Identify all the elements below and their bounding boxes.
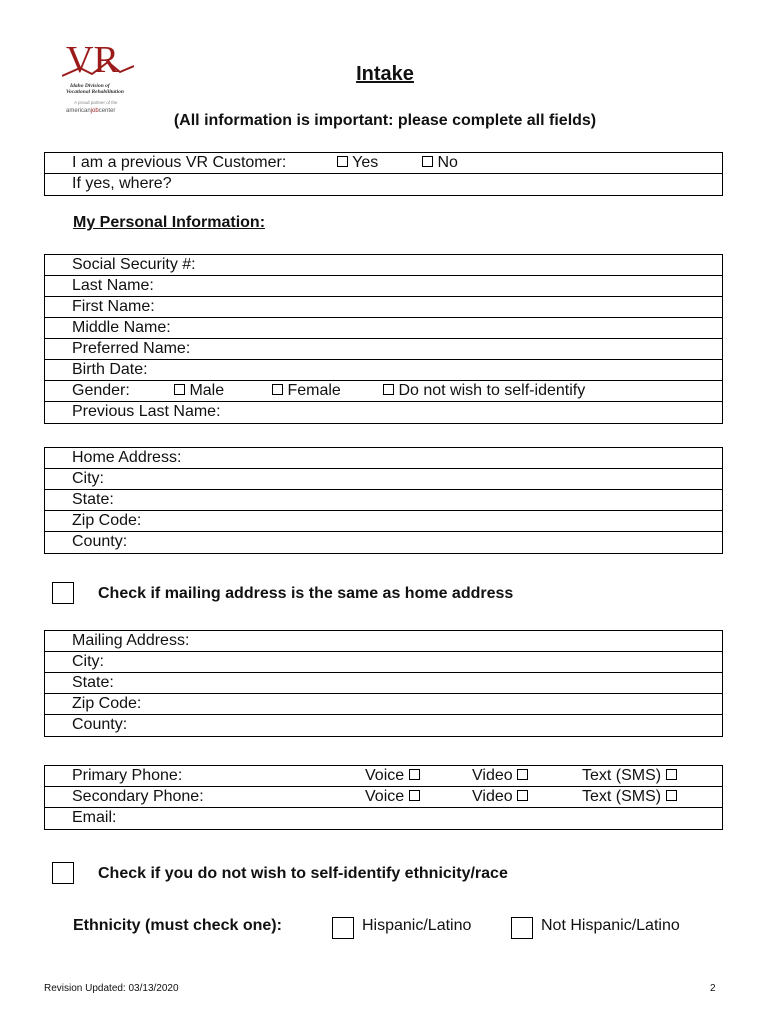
hispanic-label: Hispanic/Latino xyxy=(362,917,472,934)
primary-text-checkbox[interactable] xyxy=(666,769,677,780)
home-zip-field[interactable]: Zip Code: xyxy=(45,511,722,532)
last-name-field[interactable]: Last Name: xyxy=(45,276,722,297)
gender-female-option[interactable] xyxy=(272,381,341,401)
secondary-video-label: Video xyxy=(472,788,513,805)
not-hispanic-label: Not Hispanic/Latino xyxy=(541,917,680,934)
secondary-video-option[interactable] xyxy=(472,787,528,807)
mailing-zip-field[interactable]: Zip Code: xyxy=(45,694,722,715)
primary-text-label: Text (SMS) xyxy=(582,767,662,784)
home-address-field[interactable]: Home Address: xyxy=(45,448,722,469)
previous-yes-option[interactable] xyxy=(337,153,378,173)
email-field[interactable]: Email: xyxy=(72,809,117,826)
primary-phone-row xyxy=(45,766,722,787)
phone-box xyxy=(44,765,723,830)
logo-letters: VR xyxy=(66,39,119,81)
previous-no-option[interactable] xyxy=(422,153,458,173)
home-county-field[interactable]: County: xyxy=(72,533,128,550)
logo-line-1: Idaho Division of xyxy=(70,83,110,89)
logo-line-4: americanjobcenter xyxy=(66,108,116,114)
gender-male-label: Male xyxy=(189,382,225,399)
secondary-text-checkbox[interactable] xyxy=(666,790,677,801)
previous-no-checkbox[interactable] xyxy=(422,156,433,167)
mailing-address-field[interactable]: Mailing Address: xyxy=(45,631,722,652)
preferred-name-field[interactable]: Preferred Name: xyxy=(45,339,722,360)
gender-female-checkbox[interactable] xyxy=(272,384,283,395)
gender-no-identify-option[interactable] xyxy=(383,381,585,401)
previous-yes-checkbox[interactable] xyxy=(337,156,348,167)
mailing-county-field[interactable]: County: xyxy=(72,716,128,733)
primary-phone-field[interactable]: Primary Phone: xyxy=(72,767,183,784)
gender-male-option[interactable] xyxy=(174,381,224,401)
mailing-state-field[interactable]: State: xyxy=(45,673,722,694)
middle-name-field[interactable]: Middle Name: xyxy=(45,318,722,339)
previous-last-name-field[interactable]: Previous Last Name: xyxy=(72,403,221,420)
logo-line-3: A proud partner of the xyxy=(74,100,118,105)
secondary-voice-label: Voice xyxy=(365,788,405,805)
previous-customer-box xyxy=(44,152,723,196)
secondary-text-option[interactable] xyxy=(582,787,677,807)
gender-row xyxy=(45,381,722,402)
same-address-checkbox[interactable] xyxy=(52,582,74,604)
mailing-city-field[interactable]: City: xyxy=(45,652,722,673)
page-subtitle: (All information is important: please complete all fields) xyxy=(173,112,597,129)
home-city-field[interactable]: City: xyxy=(45,469,722,490)
primary-video-checkbox[interactable] xyxy=(517,769,528,780)
birth-date-field[interactable]: Birth Date: xyxy=(45,360,722,381)
secondary-voice-option[interactable] xyxy=(365,787,420,807)
mailing-address-box xyxy=(44,630,723,737)
previous-customer-row xyxy=(45,153,722,174)
secondary-phone-row xyxy=(45,787,722,808)
gender-label: Gender: xyxy=(72,382,130,399)
secondary-video-checkbox[interactable] xyxy=(517,790,528,801)
same-address-label: Check if mailing address is the same as home address xyxy=(98,585,514,602)
ethnicity-opt-out-label: Check if you do not wish to self-identify ethnicity/race xyxy=(98,865,508,882)
primary-video-option[interactable] xyxy=(472,766,528,786)
page-number: 2 xyxy=(710,983,716,994)
secondary-voice-checkbox[interactable] xyxy=(409,790,420,801)
not-hispanic-checkbox[interactable] xyxy=(511,917,533,939)
home-state-field[interactable]: State: xyxy=(45,490,722,511)
previous-customer-label: I am a previous VR Customer: xyxy=(72,154,287,171)
primary-voice-option[interactable] xyxy=(365,766,420,786)
previous-where-field[interactable]: If yes, where? xyxy=(72,175,172,192)
ethnicity-opt-out-checkbox[interactable] xyxy=(52,862,74,884)
secondary-phone-field[interactable]: Secondary Phone: xyxy=(72,788,204,805)
gender-no-identify-label: Do not wish to self-identify xyxy=(398,382,586,399)
ssn-field[interactable]: Social Security #: xyxy=(45,255,722,276)
primary-voice-label: Voice xyxy=(365,767,405,784)
gender-female-label: Female xyxy=(287,382,341,399)
gender-male-checkbox[interactable] xyxy=(174,384,185,395)
primary-text-option[interactable] xyxy=(582,766,677,786)
home-address-box xyxy=(44,447,723,554)
secondary-text-label: Text (SMS) xyxy=(582,788,662,805)
page-title: Intake xyxy=(356,63,414,85)
primary-voice-checkbox[interactable] xyxy=(409,769,420,780)
ethnicity-label: Ethnicity (must check one): xyxy=(73,917,282,934)
revision-date: Revision Updated: 03/13/2020 xyxy=(44,983,179,994)
hispanic-checkbox[interactable] xyxy=(332,917,354,939)
logo-line-2: Vocational Rehabilitation xyxy=(66,89,124,95)
previous-yes-label: Yes xyxy=(352,154,379,171)
first-name-field[interactable]: First Name: xyxy=(45,297,722,318)
primary-video-label: Video xyxy=(472,767,513,784)
gender-no-identify-checkbox[interactable] xyxy=(383,384,394,395)
previous-no-label: No xyxy=(437,154,458,171)
personal-info-box xyxy=(44,254,723,424)
personal-info-heading: My Personal Information: xyxy=(73,214,266,231)
